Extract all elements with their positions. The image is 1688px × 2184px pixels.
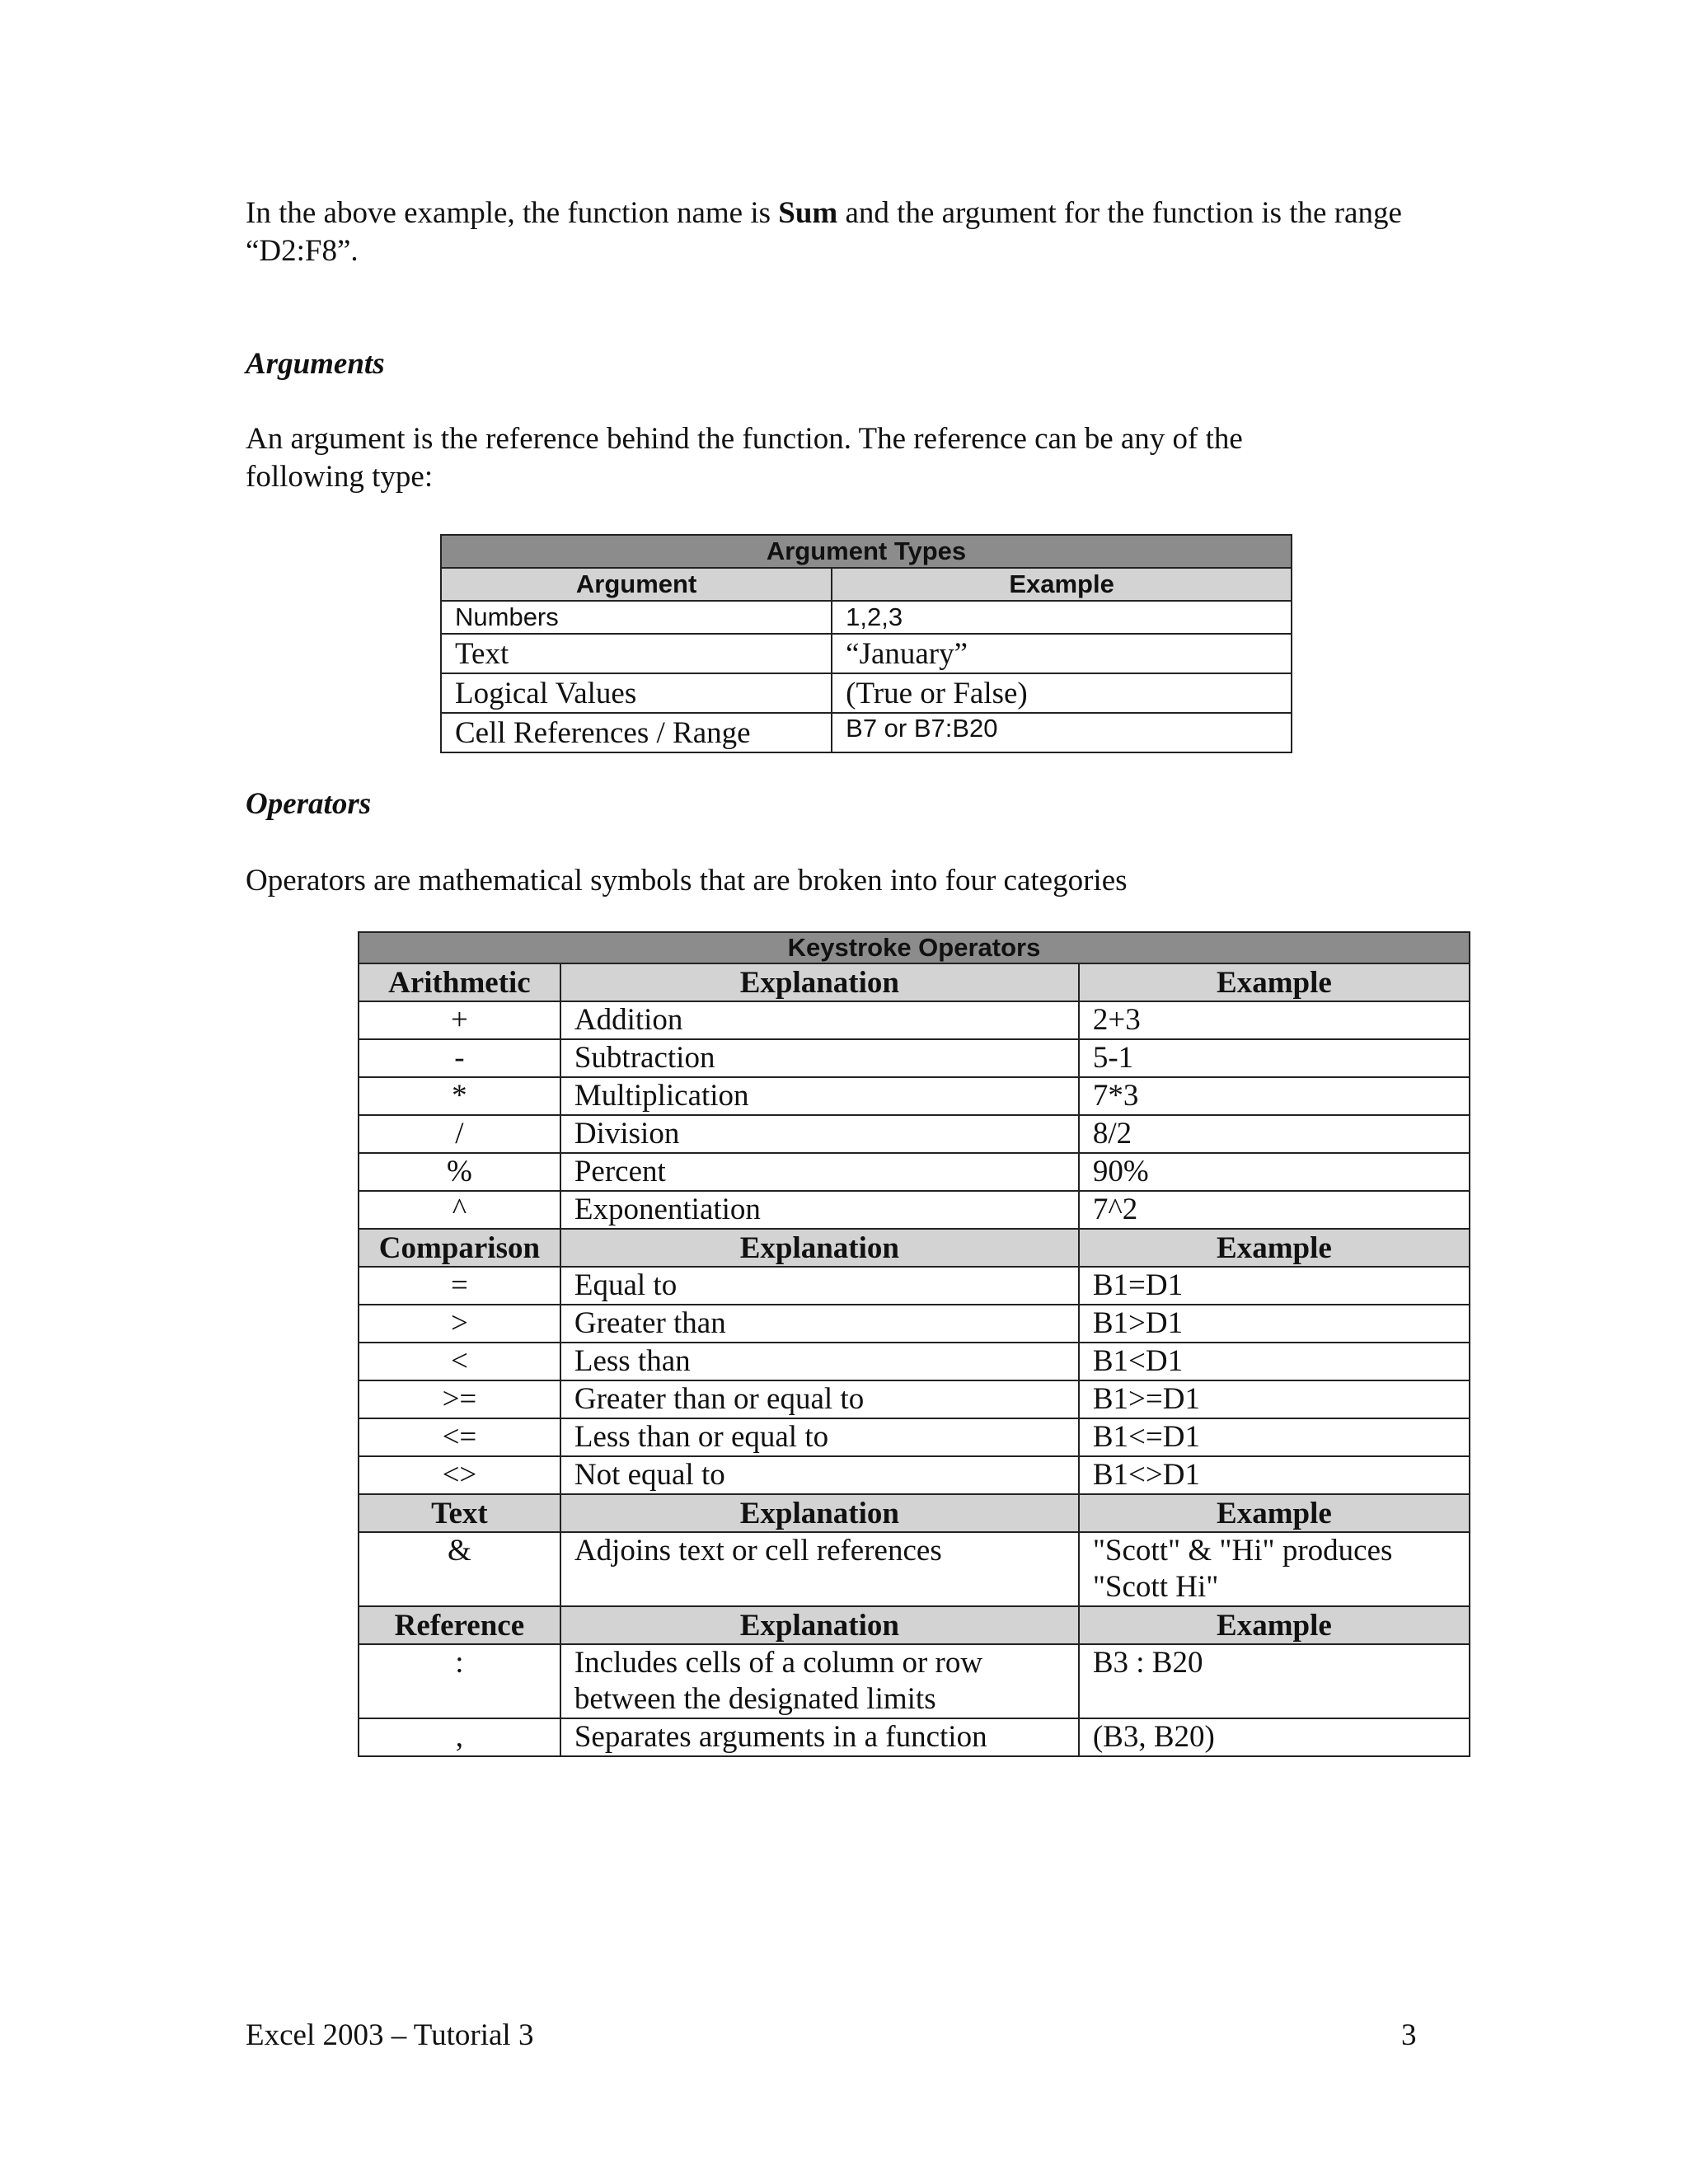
operator-symbol: = <box>359 1267 560 1305</box>
operator-example: 7*3 <box>1079 1077 1470 1115</box>
argument-table-title: Argument Types <box>441 535 1292 568</box>
operator-example: (B3, B20) <box>1079 1718 1470 1756</box>
explanation-header: Explanation <box>560 1494 1079 1532</box>
category-label-comparison: Comparison <box>359 1229 560 1267</box>
category-header-row <box>359 1606 1470 1644</box>
category-label-text: Text <box>359 1494 560 1532</box>
operator-explanation: Addition <box>560 1001 1079 1039</box>
operator-example: B1>D1 <box>1079 1305 1470 1343</box>
operator-explanation: Not equal to <box>560 1456 1079 1494</box>
operator-example: 90% <box>1079 1153 1470 1191</box>
footer-title: Excel 2003 – Tutorial 3 <box>246 2018 534 2052</box>
page-number: 3 <box>1401 2018 1417 2052</box>
operator-example: 5-1 <box>1079 1039 1470 1077</box>
operator-explanation: Subtraction <box>560 1039 1079 1077</box>
operator-explanation: Separates arguments in a function <box>560 1718 1079 1756</box>
argument-cell: Numbers <box>441 601 832 634</box>
example-header: Example <box>1079 1606 1470 1644</box>
example-column-header: Example <box>832 568 1292 601</box>
operator-symbol: > <box>359 1305 560 1343</box>
table-row <box>359 1456 1470 1494</box>
table-row <box>359 1001 1470 1039</box>
operator-symbol: <= <box>359 1418 560 1456</box>
explanation-header: Explanation <box>560 1606 1079 1644</box>
example-header: Example <box>1079 1229 1470 1267</box>
operator-example: B1<=D1 <box>1079 1418 1470 1456</box>
keystroke-operators-table <box>358 931 1470 1757</box>
example-cell: (True or False) <box>832 673 1292 713</box>
category-label-reference: Reference <box>359 1606 560 1644</box>
table-row <box>359 1305 1470 1343</box>
table-row <box>441 713 1292 752</box>
table-row <box>359 1644 1470 1718</box>
arguments-paragraph: An argument is the reference behind the function. The reference can be any of the following type: <box>246 422 1243 494</box>
operator-symbol: % <box>359 1153 560 1191</box>
operator-explanation: Percent <box>560 1153 1079 1191</box>
table-row <box>359 1418 1470 1456</box>
operator-symbol: : <box>359 1644 560 1718</box>
arguments-heading: Arguments <box>246 347 385 381</box>
table-row <box>441 601 1292 634</box>
table-row <box>359 1718 1470 1756</box>
operator-explanation: Greater than <box>560 1305 1079 1343</box>
explanation-header: Explanation <box>560 963 1079 1001</box>
operator-explanation: Equal to <box>560 1267 1079 1305</box>
table-row <box>359 1380 1470 1418</box>
intro-paragraph <box>246 194 1432 270</box>
operator-symbol: < <box>359 1343 560 1380</box>
operator-explanation: Exponentiation <box>560 1191 1079 1229</box>
table-row <box>359 1532 1470 1606</box>
table-row <box>359 1153 1470 1191</box>
operator-symbol: >= <box>359 1380 560 1418</box>
explanation-header: Explanation <box>560 1229 1079 1267</box>
operator-symbol: <> <box>359 1456 560 1494</box>
operator-example: B1<D1 <box>1079 1343 1470 1380</box>
category-header-row <box>359 1494 1470 1532</box>
argument-cell: Cell References / Range <box>441 713 832 752</box>
example-header: Example <box>1079 963 1470 1001</box>
argument-types-table <box>440 534 1292 753</box>
operators-heading: Operators <box>246 787 372 821</box>
argument-cell: Logical Values <box>441 673 832 713</box>
operator-example: B1=D1 <box>1079 1267 1470 1305</box>
argument-column-header: Argument <box>441 568 832 601</box>
table-row <box>359 1343 1470 1380</box>
operator-explanation: Less than or equal to <box>560 1418 1079 1456</box>
operator-explanation: Includes cells of a column or row between the designated limits <box>560 1644 1079 1718</box>
function-name-sum: Sum <box>778 196 838 230</box>
operator-explanation: Less than <box>560 1343 1079 1380</box>
table-row <box>359 1115 1470 1153</box>
category-header-row <box>359 1229 1470 1267</box>
operator-explanation: Division <box>560 1115 1079 1153</box>
operator-example: 2+3 <box>1079 1001 1470 1039</box>
operator-explanation: Multiplication <box>560 1077 1079 1115</box>
operator-explanation: Adjoins text or cell references <box>560 1532 1079 1606</box>
argument-cell: Text <box>441 634 832 673</box>
operator-symbol: & <box>359 1532 560 1606</box>
operator-symbol: - <box>359 1039 560 1077</box>
operator-symbol: * <box>359 1077 560 1115</box>
operator-example: 7^2 <box>1079 1191 1470 1229</box>
intro-text-post: and the argument for the function is the range “D2:F8”. <box>246 196 1402 268</box>
table-row <box>359 1077 1470 1115</box>
operator-symbol: / <box>359 1115 560 1153</box>
operator-explanation: Greater than or equal to <box>560 1380 1079 1418</box>
operator-example: B3 : B20 <box>1079 1644 1470 1718</box>
table-row <box>441 634 1292 673</box>
table-row <box>441 673 1292 713</box>
operator-symbol: + <box>359 1001 560 1039</box>
operator-example: 8/2 <box>1079 1115 1470 1153</box>
operator-symbol: ^ <box>359 1191 560 1229</box>
table-row <box>359 1191 1470 1229</box>
category-header-row <box>359 963 1470 1001</box>
example-cell: “January” <box>832 634 1292 673</box>
category-label-arithmetic: Arithmetic <box>359 963 560 1001</box>
example-cell: 1,2,3 <box>832 601 1292 634</box>
operator-example: B1>=D1 <box>1079 1380 1470 1418</box>
operators-paragraph: Operators are mathematical symbols that are broken into four categories <box>246 864 1128 898</box>
operator-example: "Scott" & "Hi" produces "Scott Hi" <box>1079 1532 1470 1606</box>
operators-table-title: Keystroke Operators <box>359 932 1470 963</box>
intro-text-pre: In the above example, the function name is <box>246 196 779 230</box>
example-cell: B7 or B7:B20 <box>832 713 1292 752</box>
operator-symbol: , <box>359 1718 560 1756</box>
table-row <box>359 1267 1470 1305</box>
operator-example: B1<>D1 <box>1079 1456 1470 1494</box>
example-header: Example <box>1079 1494 1470 1532</box>
table-row <box>359 1039 1470 1077</box>
